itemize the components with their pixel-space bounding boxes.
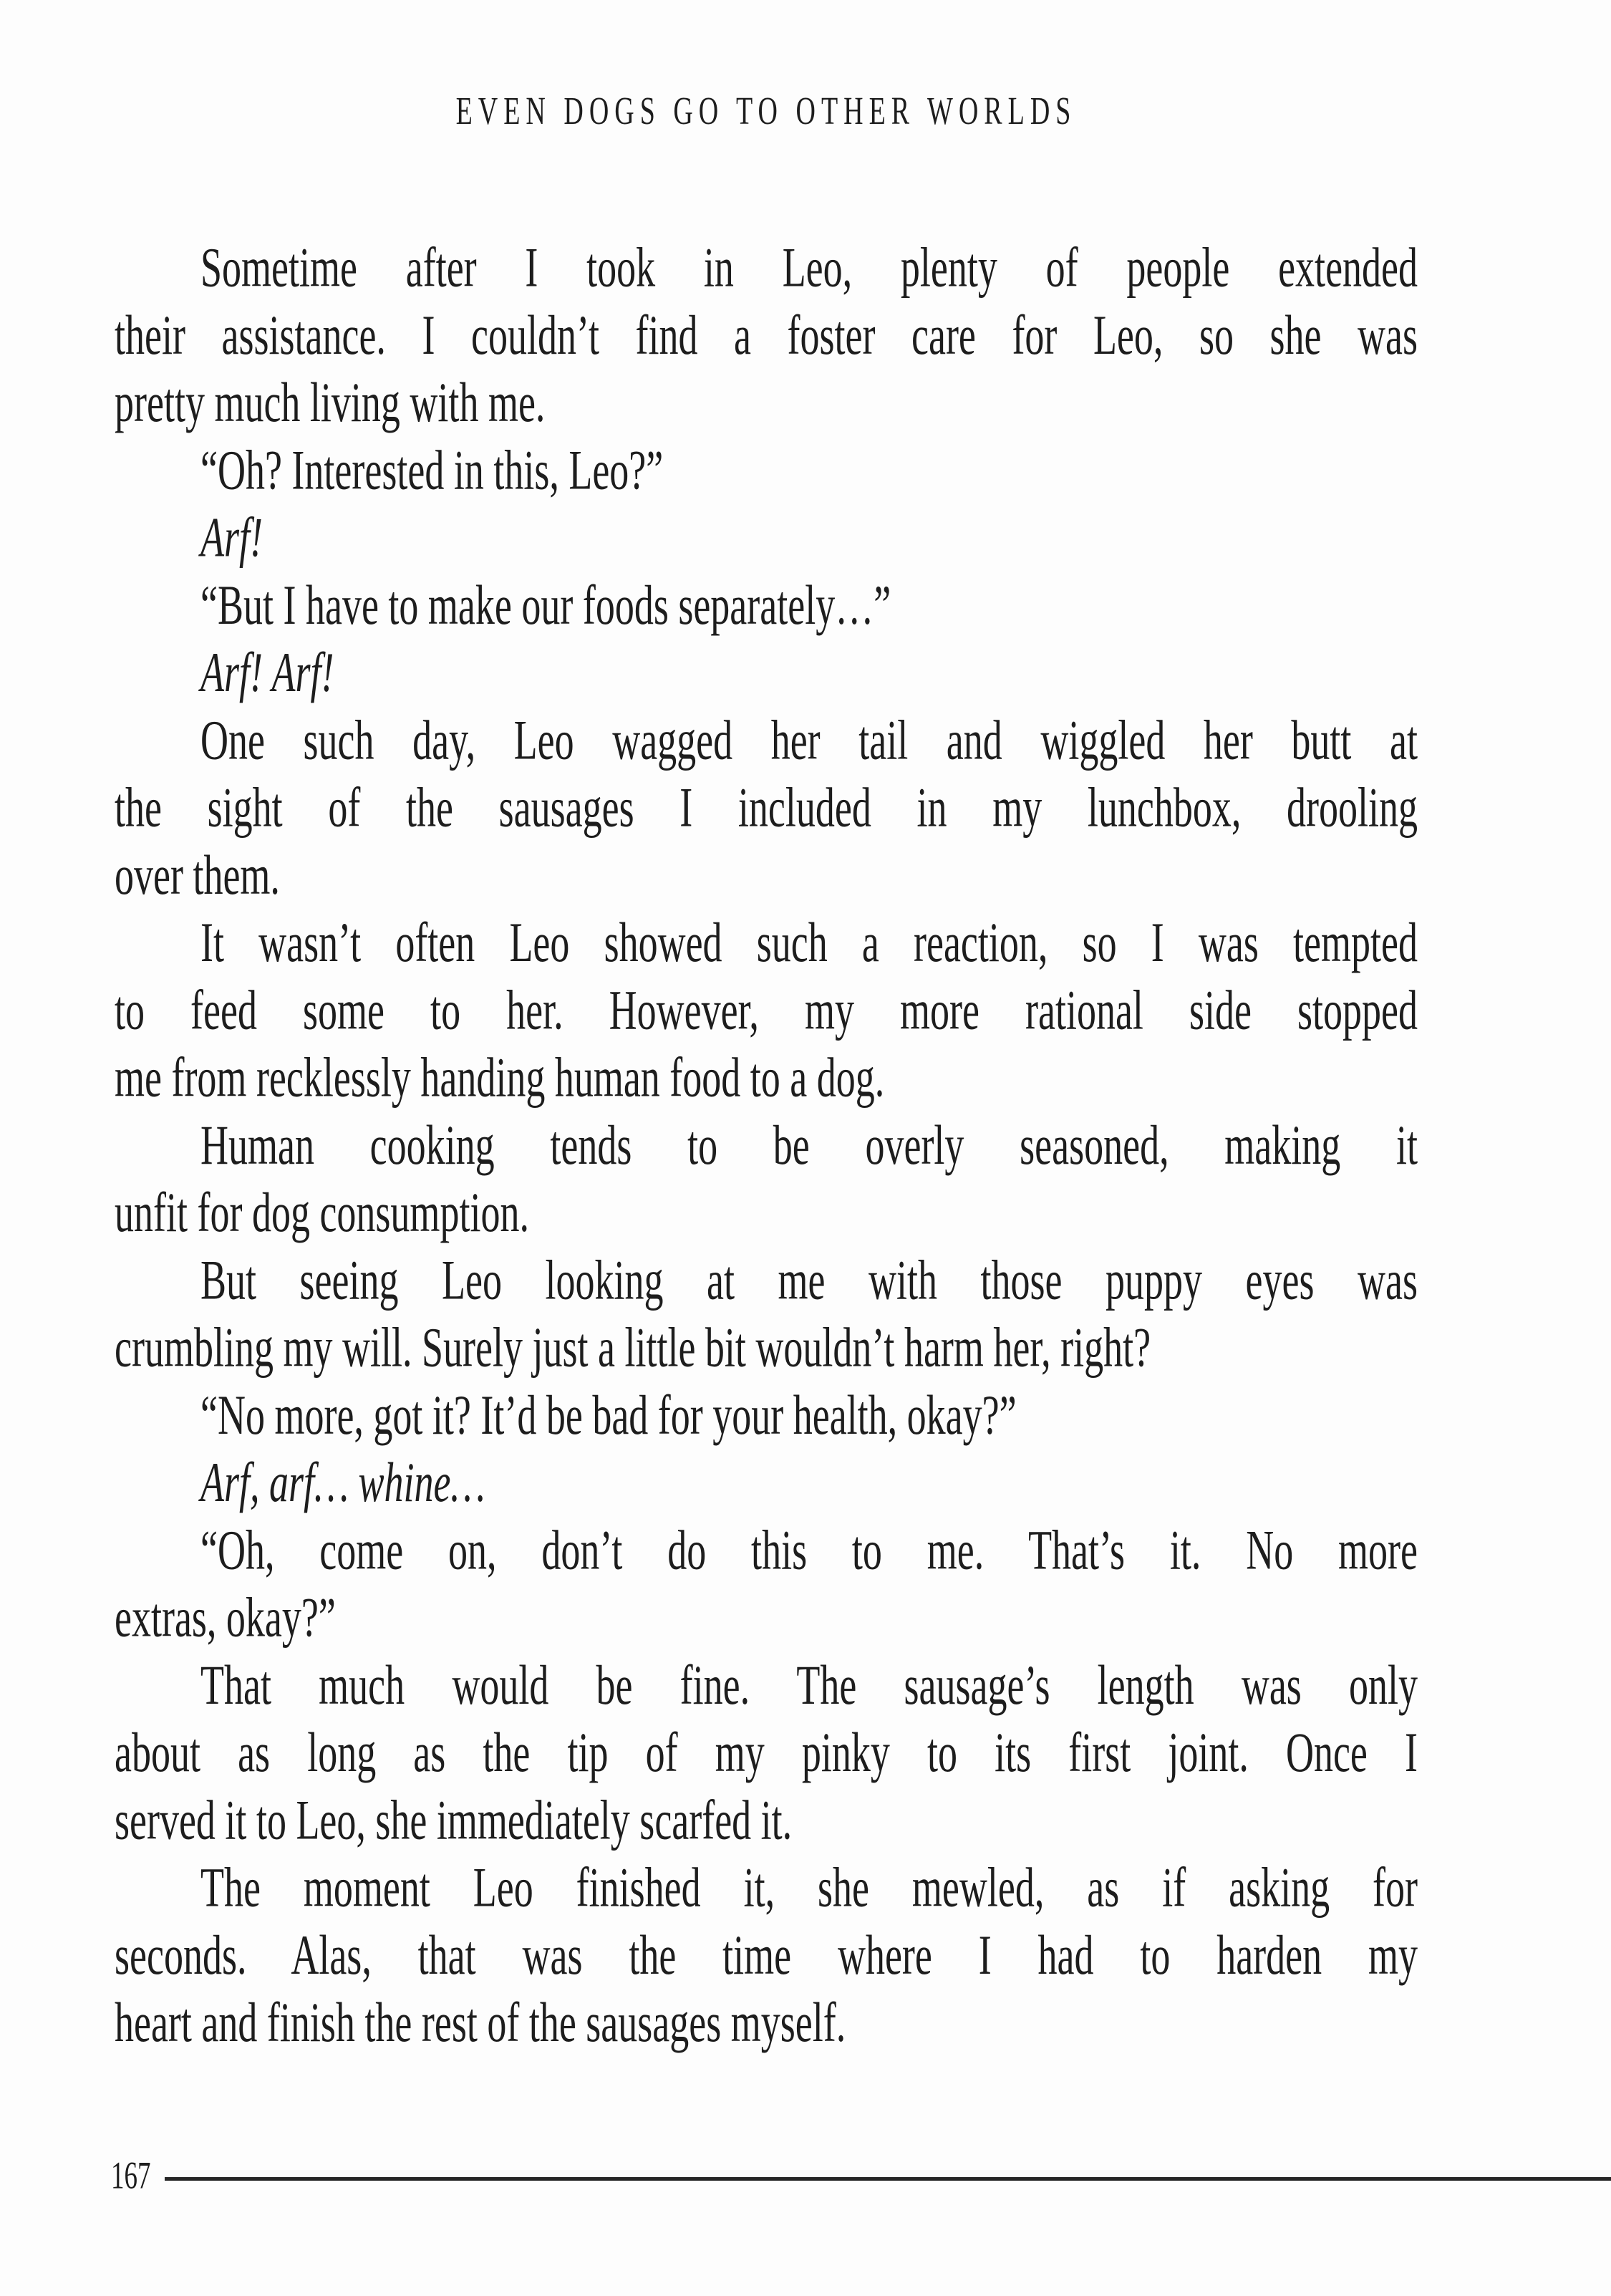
text-line: seconds. Alas, that was the time where I had to harden my — [115, 1924, 1418, 1987]
text-line: One such day, Leo wagged her tail and wiggled her butt at — [200, 708, 1418, 771]
sound-effect-paragraph — [115, 640, 1418, 707]
text-line: The moment Leo finished it, she mewled, as if asking for — [200, 1856, 1418, 1919]
text-line: It wasn’t often Leo showed such a reaction, so I was tempted — [200, 911, 1418, 974]
running-header: EVEN DOGS GO TO OTHER WORLDS — [455, 90, 1077, 133]
body-paragraph — [115, 1517, 1418, 1652]
text-line: “But I have to make our foods separately…” — [200, 574, 891, 637]
text-line: Arf, arf… whine… — [200, 1451, 485, 1514]
text-line: Sometime after I took in Leo, plenty of people extended — [200, 236, 1418, 299]
text-line: extras, okay?” — [115, 1586, 336, 1649]
text-line: crumbling my will. Surely just a little bit wouldn’t harm her, right? — [115, 1316, 1151, 1379]
text-line: But seeing Leo looking at me with those puppy eyes was — [200, 1248, 1418, 1311]
body-paragraph — [115, 1111, 1418, 1247]
body-paragraph — [115, 437, 1418, 504]
body-paragraph — [115, 1854, 1418, 2057]
sound-effect-paragraph — [115, 504, 1418, 571]
text-line: “Oh, come on, don’t do this to me. That’s it. No more — [200, 1518, 1418, 1581]
body-paragraph — [115, 571, 1418, 639]
text-line: “No more, got it? It’d be bad for your health, okay?” — [200, 1384, 1017, 1447]
text-line: their assistance. I couldn’t find a foster care for Leo, so she was — [115, 304, 1418, 367]
footer-rule — [165, 2177, 1611, 2181]
text-line: unfit for dog consumption. — [115, 1181, 529, 1244]
body-paragraph — [115, 1651, 1418, 1854]
sound-effect-paragraph — [115, 1450, 1418, 1517]
body-paragraph — [115, 707, 1418, 910]
text-line: the sight of the sausages I included in my lunchbox, drooling — [115, 776, 1418, 839]
text-line: “Oh? Interested in this, Leo?” — [200, 438, 664, 501]
text-line: about as long as the tip of my pinky to its first joint. Once I — [115, 1721, 1418, 1784]
text-line: That much would be fine. The sausage’s length was only — [200, 1654, 1418, 1717]
text-line: to feed some to her. However, my more rational side stopped — [115, 978, 1418, 1041]
text-line: served it to Leo, she immediately scarfed it. — [115, 1788, 793, 1851]
text-line: pretty much living with me. — [115, 371, 546, 434]
body-paragraph — [115, 1247, 1418, 1382]
text-line: Arf! Arf! — [200, 641, 334, 704]
page-number: 167 — [111, 2155, 151, 2198]
text-line: me from recklessly handing human food to a dog. — [115, 1046, 885, 1109]
body-paragraph — [115, 234, 1418, 437]
body-paragraph — [115, 910, 1418, 1112]
text-line: heart and finish the rest of the sausages myself. — [115, 1991, 846, 2054]
text-line: Arf! — [200, 506, 263, 569]
body-paragraph — [115, 1381, 1418, 1449]
text-line: over them. — [115, 844, 280, 907]
page-body — [115, 234, 1418, 2057]
text-line: Human cooking tends to be overly seasoned, making it — [200, 1114, 1418, 1177]
